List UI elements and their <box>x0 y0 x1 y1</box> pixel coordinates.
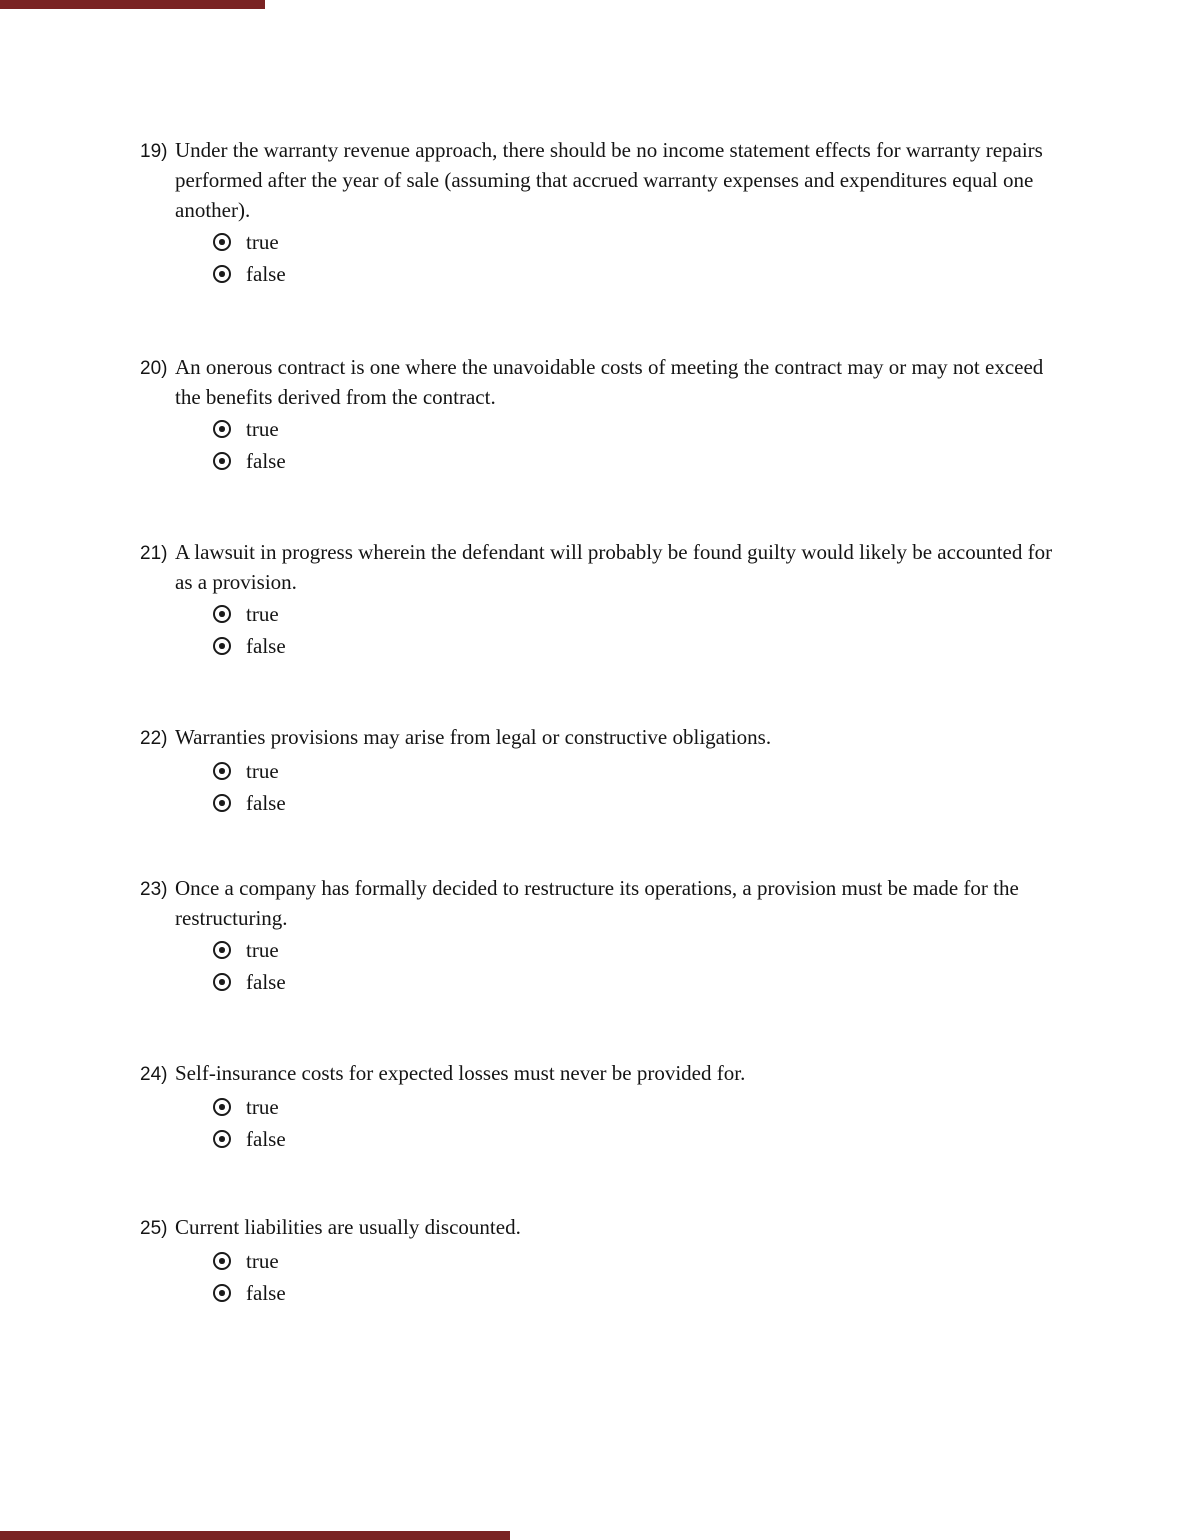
option-true[interactable] <box>213 226 1100 258</box>
question-number: 23) <box>140 879 168 900</box>
radio-button-icon[interactable] <box>213 1252 231 1270</box>
options-group <box>213 1245 1100 1309</box>
option-false[interactable] <box>213 630 1100 662</box>
question-text: Current liabilities are usually discounted. <box>175 1215 521 1239</box>
question-text: Self-insurance costs for expected losses must never be provided for. <box>175 1061 746 1085</box>
question-19 <box>140 135 1100 290</box>
radio-button-icon[interactable] <box>213 233 231 251</box>
question-25 <box>140 1212 1100 1309</box>
radio-button-icon[interactable] <box>213 973 231 991</box>
option-true[interactable] <box>213 934 1100 966</box>
question-text: Under the warranty revenue approach, there should be no income statement effects for warranty repairs performed after the year of sale (assuming that accrued warranty expenses and expenditures equal one another). <box>175 138 1043 222</box>
option-label[interactable]: false <box>246 262 286 286</box>
question-text: A lawsuit in progress wherein the defendant will probably be found guilty would likely be accounted for as a provision. <box>175 540 1053 594</box>
option-label[interactable]: false <box>246 1281 286 1305</box>
question-text: Warranties provisions may arise from legal or constructive obligations. <box>175 725 772 749</box>
option-false[interactable] <box>213 445 1100 477</box>
option-label[interactable]: false <box>246 634 286 658</box>
option-true[interactable] <box>213 1245 1100 1277</box>
radio-button-icon[interactable] <box>213 1284 231 1302</box>
option-label[interactable]: true <box>246 938 279 962</box>
radio-button-icon[interactable] <box>213 637 231 655</box>
options-group <box>213 598 1100 662</box>
question-23 <box>140 873 1100 998</box>
option-label[interactable]: true <box>246 417 279 441</box>
question-number: 24) <box>140 1064 168 1085</box>
option-label[interactable]: false <box>246 970 286 994</box>
option-true[interactable] <box>213 413 1100 445</box>
option-label[interactable]: false <box>246 791 286 815</box>
question-number: 22) <box>140 728 168 749</box>
question-text: An onerous contract is one where the unavoidable costs of meeting the contract may or may not exceed the benefits derived from the contract. <box>175 355 1044 409</box>
option-true[interactable] <box>213 598 1100 630</box>
options-group <box>213 226 1100 290</box>
page-edge-marker-top <box>0 0 265 9</box>
question-number: 21) <box>140 543 168 564</box>
option-label[interactable]: true <box>246 230 279 254</box>
question-24 <box>140 1058 1100 1155</box>
options-group <box>213 934 1100 998</box>
options-group <box>213 755 1100 819</box>
question-number: 25) <box>140 1218 168 1239</box>
radio-button-icon[interactable] <box>213 1130 231 1148</box>
option-label[interactable]: false <box>246 449 286 473</box>
options-group <box>213 1091 1100 1155</box>
option-false[interactable] <box>213 966 1100 998</box>
question-number: 20) <box>140 358 168 379</box>
radio-button-icon[interactable] <box>213 941 231 959</box>
question-text: Once a company has formally decided to restructure its operations, a provision must be made for the restructuring. <box>175 876 1019 930</box>
question-number: 19) <box>140 141 168 162</box>
page-edge-marker-bottom <box>0 1531 510 1540</box>
option-false[interactable] <box>213 1123 1100 1155</box>
option-true[interactable] <box>213 1091 1100 1123</box>
options-group <box>213 413 1100 477</box>
radio-button-icon[interactable] <box>213 420 231 438</box>
option-label[interactable]: false <box>246 1127 286 1151</box>
question-22 <box>140 722 1100 819</box>
option-false[interactable] <box>213 1277 1100 1309</box>
question-20 <box>140 352 1100 477</box>
question-21 <box>140 537 1100 662</box>
radio-button-icon[interactable] <box>213 794 231 812</box>
radio-button-icon[interactable] <box>213 762 231 780</box>
option-label[interactable]: true <box>246 1095 279 1119</box>
option-label[interactable]: true <box>246 759 279 783</box>
option-false[interactable] <box>213 787 1100 819</box>
option-label[interactable]: true <box>246 602 279 626</box>
option-false[interactable] <box>213 258 1100 290</box>
radio-button-icon[interactable] <box>213 1098 231 1116</box>
option-label[interactable]: true <box>246 1249 279 1273</box>
radio-button-icon[interactable] <box>213 265 231 283</box>
option-true[interactable] <box>213 755 1100 787</box>
radio-button-icon[interactable] <box>213 452 231 470</box>
radio-button-icon[interactable] <box>213 605 231 623</box>
